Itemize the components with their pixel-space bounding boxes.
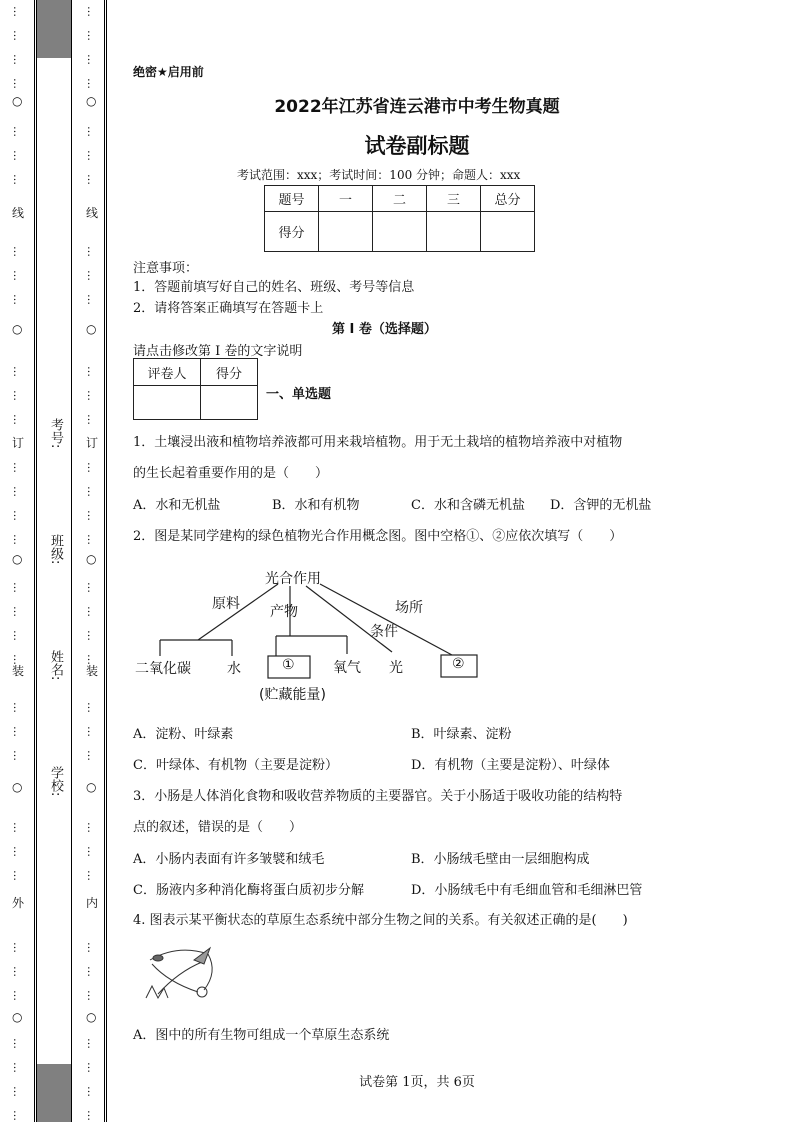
outer-dots: … (11, 534, 24, 545)
inner-mark: 订 (86, 436, 99, 450)
inner-dots: … (85, 126, 98, 137)
inner-dots: … (85, 294, 98, 305)
question-2-option-d[interactable]: D．有机物（主要是淀粉）、叶绿体 (411, 758, 610, 773)
diagram-condition-label: 条件 (370, 624, 398, 640)
inner-dots: … (85, 654, 98, 665)
outer-mark: 线 (12, 206, 25, 220)
inner-mark: 线 (86, 206, 99, 220)
question-3-line: 3．小肠是人体消化食物和吸收营养物质的主要器官。关于小肠适于吸收功能的结构特 (133, 789, 623, 804)
outer-dots: … (11, 822, 24, 833)
inner-dots: … (85, 1086, 98, 1097)
outer-circle: ○ (12, 94, 23, 108)
outer-dots: … (11, 174, 24, 185)
outer-circle: ○ (12, 1010, 23, 1024)
question-1-option-b[interactable]: B．水和有机物 (272, 498, 360, 513)
secret-label: 绝密★启用前 (133, 65, 204, 79)
inner-dots: … (85, 726, 98, 737)
outer-dots: … (11, 270, 24, 281)
outer-circle: ○ (12, 780, 23, 794)
field-class: 班级: (48, 534, 63, 565)
score-header: 一 (319, 186, 373, 212)
diagram-blank-1: ① (282, 657, 295, 673)
outer-dots: … (11, 846, 24, 857)
outer-dots: … (11, 486, 24, 497)
inner-dots: … (85, 606, 98, 617)
question-1-option-c[interactable]: C．水和含磷无机盐 (411, 498, 525, 513)
score-header: 总分 (481, 186, 535, 212)
field-exam-number: 考号: (48, 418, 63, 449)
score-row-label: 得分 (265, 212, 319, 252)
inner-dots: … (85, 870, 98, 881)
question-2-option-c[interactable]: C．叶绿体、有机物（主要是淀粉） (133, 758, 338, 773)
outer-dots: … (11, 54, 24, 65)
inner-dots: … (85, 846, 98, 857)
field-school: 学校: (48, 766, 63, 797)
diagram-energy: (贮藏能量) (259, 687, 326, 703)
question-2-line: 2．图是某同学建构的绿色植物光合作用概念图。图中空格①、②应依次填写（ ） (133, 529, 623, 544)
inner-dots: … (85, 486, 98, 497)
inner-dots: … (85, 78, 98, 89)
score-header: 题号 (265, 186, 319, 212)
inner-dots: … (85, 966, 98, 977)
inner-dots: … (85, 6, 98, 17)
outer-dots: … (11, 6, 24, 17)
inner-dots: … (85, 990, 98, 1001)
question-3-option-b[interactable]: B．小肠绒毛壁由一层细胞构成 (411, 852, 590, 867)
section-hint[interactable]: 请点击修改第 I 卷的文字说明 (133, 344, 303, 359)
outer-dots: … (11, 1062, 24, 1073)
outer-dots: … (11, 150, 24, 161)
inner-dots: … (85, 150, 98, 161)
outer-dots: … (11, 942, 24, 953)
question-1-option-a[interactable]: A．水和无机盐 (133, 498, 221, 513)
diagram-product-label: 产物 (270, 604, 298, 620)
inner-dots: … (85, 822, 98, 833)
outer-dots: … (11, 582, 24, 593)
outer-dots: … (11, 966, 24, 977)
notice-item: 2．请将答案正确填写在答题卡上 (133, 301, 324, 316)
outer-dots: … (11, 366, 24, 377)
field-name: 姓名: (48, 650, 63, 681)
outer-dots: … (11, 1038, 24, 1049)
inner-dots: … (85, 510, 98, 521)
inner-dots: … (85, 54, 98, 65)
question-3-line: 点的叙述，错误的是（ ） (133, 820, 303, 835)
exam-info: 考试范围：xxx；考试时间：100 分钟；命题人：xxx (237, 168, 521, 182)
score-header: 二 (373, 186, 427, 212)
inner-dots: … (85, 270, 98, 281)
question-4-line: 4. 图表示某平衡状态的草原生态系统中部分生物之间的关系。有关叙述正确的是( ) (133, 913, 628, 928)
question-4-option-a[interactable]: A．图中的所有生物可组成一个草原生态系统 (133, 1028, 390, 1043)
question-3-option-a[interactable]: A．小肠内表面有许多皱襞和绒毛 (133, 852, 325, 867)
outer-dots: … (11, 414, 24, 425)
inner-dots: … (85, 1062, 98, 1073)
inner-circle: ○ (86, 1010, 97, 1024)
outer-dots: … (11, 630, 24, 641)
outer-dots: … (11, 1086, 24, 1097)
inner-dots: … (85, 1110, 98, 1121)
diagram-oxygen: 氧气 (333, 660, 361, 676)
question-1-line: 的生长起着重要作用的是（ ） (133, 466, 329, 481)
notice-item: 1．答题前填写好自己的姓名、班级、考号等信息 (133, 280, 415, 295)
diagram-blank-2: ② (452, 656, 465, 672)
outer-dots: … (11, 654, 24, 665)
outer-dots: … (11, 462, 24, 473)
outer-dots: … (11, 726, 24, 737)
inner-dots: … (85, 174, 98, 185)
outer-dots: … (11, 702, 24, 713)
food-web-figure (138, 942, 228, 1004)
outer-mark: 装 (12, 664, 25, 678)
question-1-line: 1．土壤浸出液和植物培养液都可用来栽培植物。用于无土栽培的植物培养液中对植物 (133, 435, 623, 450)
inner-dots: … (85, 750, 98, 761)
grader-header: 得分 (201, 359, 258, 386)
inner-dots: … (85, 942, 98, 953)
diagram-water: 水 (227, 661, 241, 677)
part-title: 一、单选题 (266, 387, 332, 402)
outer-dots: … (11, 870, 24, 881)
outer-circle: ○ (12, 322, 23, 336)
outer-dots: … (11, 510, 24, 521)
diagram-root: 光合作用 (265, 571, 321, 587)
inner-dots: … (85, 702, 98, 713)
grader-header: 评卷人 (134, 359, 201, 386)
page-subtitle: 试卷副标题 (364, 134, 470, 158)
inner-dots: … (85, 582, 98, 593)
outer-dots: … (11, 246, 24, 257)
page-footer: 试卷第 1页，共 6页 (359, 1075, 475, 1090)
inner-mark: 内 (86, 896, 99, 910)
question-2-option-b[interactable]: B．叶绿素、淀粉 (411, 727, 512, 742)
outer-dots: … (11, 606, 24, 617)
inner-circle: ○ (86, 780, 97, 794)
inner-circle: ○ (86, 322, 97, 336)
question-3-option-c[interactable]: C．肠液内多种消化酶将蛋白质初步分解 (133, 883, 364, 898)
outer-mark: 订 (12, 436, 25, 450)
inner-circle: ○ (86, 94, 97, 108)
question-2-option-a[interactable]: A．淀粉、叶绿素 (133, 727, 234, 742)
score-header: 三 (427, 186, 481, 212)
inner-dots: … (85, 414, 98, 425)
outer-dots: … (11, 294, 24, 305)
outer-dots: … (11, 126, 24, 137)
inner-dots: … (85, 462, 98, 473)
outer-dots: … (11, 990, 24, 1001)
diagram-co2: 二氧化碳 (135, 661, 191, 677)
outer-dots: … (11, 78, 24, 89)
inner-dots: … (85, 390, 98, 401)
inner-dots: … (85, 630, 98, 641)
outer-dots: … (11, 1110, 24, 1121)
outer-dots: … (11, 30, 24, 41)
diagram-site-label: 场所 (395, 600, 423, 616)
diagram-light: 光 (389, 660, 403, 676)
inner-dots: … (85, 246, 98, 257)
outer-dots: … (11, 390, 24, 401)
section-title: 第 I 卷（选择题） (332, 322, 437, 337)
notice-heading: 注意事项： (133, 261, 199, 276)
outer-dots: … (11, 750, 24, 761)
inner-dots: … (85, 366, 98, 377)
question-1-option-d[interactable]: D．含钾的无机盐 (550, 498, 652, 513)
inner-dots: … (85, 534, 98, 545)
diagram-raw-label: 原料 (212, 596, 240, 612)
outer-mark: 外 (12, 896, 25, 910)
outer-circle: ○ (12, 552, 23, 566)
inner-circle: ○ (86, 552, 97, 566)
page-title: 2022年江苏省连云港市中考生物真题 (274, 97, 560, 117)
inner-mark: 装 (86, 664, 99, 678)
question-3-option-d[interactable]: D．小肠绒毛中有毛细血管和毛细淋巴管 (411, 883, 643, 898)
inner-dots: … (85, 1038, 98, 1049)
inner-dots: … (85, 30, 98, 41)
